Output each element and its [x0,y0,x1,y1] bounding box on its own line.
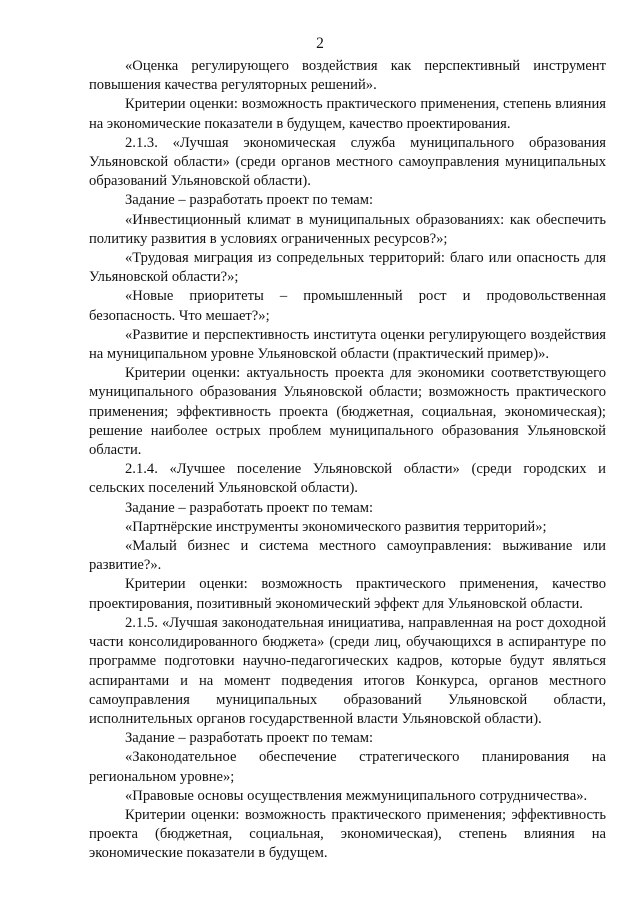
topic-item: «Малый бизнес и система местного самоуправления: выживание или развитие?». [89,538,606,574]
topic-item: «Партнёрские инструменты экономического развития территорий»; [125,518,547,535]
page-number: 2 [316,35,324,52]
document-body [89,57,606,864]
topic-item: «Законодательное обеспечение стратегического планирования на региональном уровне»; [89,749,606,785]
paragraph: Задание – разработать проект по темам: [125,192,374,209]
paragraph: Задание – разработать проект по темам: [125,730,374,747]
topic-item: «Правовые основы осуществления межмуниципального сотрудничества». [125,787,588,804]
topic-item: «Трудовая миграция из сопредельных территорий: благо или опасность для Ульяновской области?»; [89,250,606,286]
paragraph: Критерии оценки: возможность практического применения; эффективность проекта (бюджетная, социальная, экономическая), степень влияния на экономические показатели в будущем. [89,806,606,862]
paragraph: Задание – разработать проект по темам: [125,499,374,516]
paragraph: Критерии оценки: возможность практического применения, качество проектирования, позитивный экономический эффект для Ульяновской области. [89,576,606,612]
topic-item: «Развитие и перспективность института оценки регулирующего воздействия на муниципальном уровне Ульяновской области (практический пример)». [89,326,606,363]
section-heading: 2.1.4. «Лучшее поселение Ульяновской области» (среди городских и сельских поселений Ульяновской области). [89,461,606,497]
section-heading: 2.1.5. «Лучшая законодательная инициатива, направленная на рост доходной части консолидированного бюджета» (среди лиц, обучающихся в аспирантуре по программе подготовки научно-педагогических кадров, которые будут являться аспирантами и на момент подведения итогов Конкурса, органов местного самоуправления муниципальных образований Ульяновской области, исполнительных органов государственной власти Ульяновской области). [89,614,606,727]
paragraph: «Оценка регулирующего воздействия как перспективный инструмент повышения качества регуляторных решений». [89,58,606,94]
topic-item: «Новые приоритеты – промышленный рост и продовольственная безопасность. Что мешает?»; [89,288,606,324]
section-heading: 2.1.3. «Лучшая экономическая служба муниципального образования Ульяновской области» (среди органов местного самоуправления муниципальных образований Ульяновской области). [89,134,606,190]
topic-item: «Инвестиционный климат в муниципальных образованиях: как обеспечить политику развития в условиях ограниченных ресурсов?»; [89,211,606,247]
paragraph: Критерии оценки: возможность практического применения, степень влияния на экономические показатели в будущем, качество проектирования. [89,96,606,132]
paragraph: Критерии оценки: актуальность проекта для экономики соответствующего муниципального образования Ульяновской области; возможность практического применения; эффективность проекта (бюджетная, социальная, экономическая); решение наиболее острых проблем муниципального образования Ульяновской области. [89,365,606,459]
